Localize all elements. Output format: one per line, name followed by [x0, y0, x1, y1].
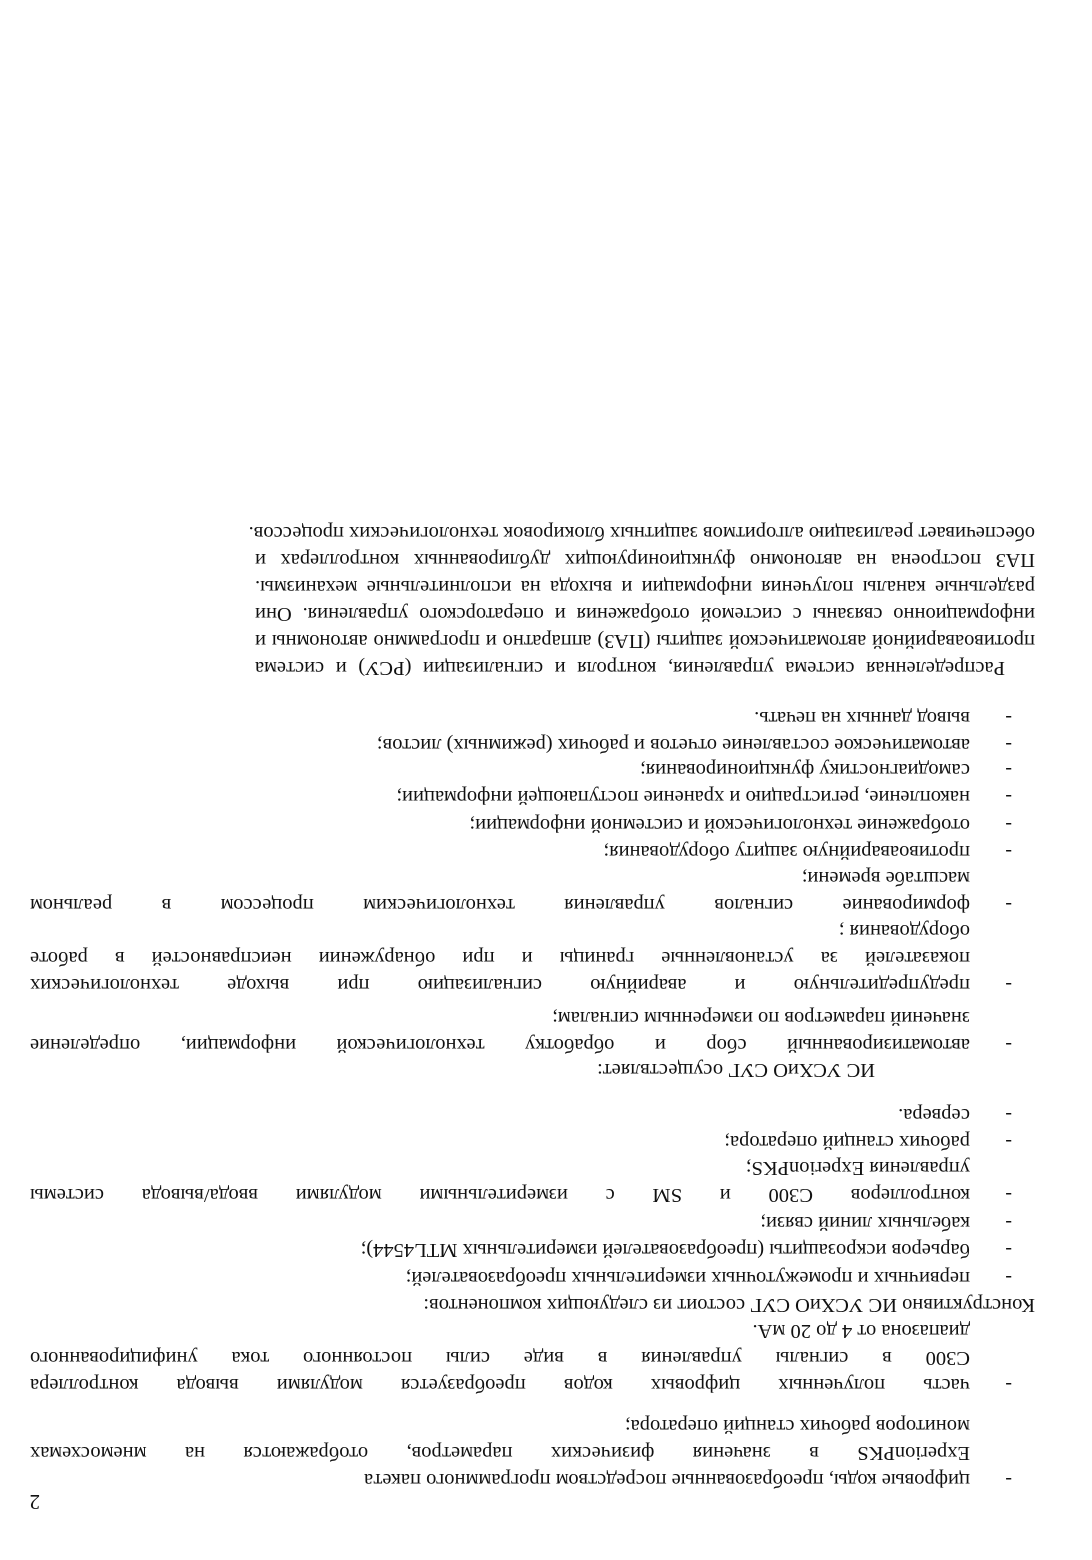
- text-line: вывод данных на печать.: [754, 707, 970, 729]
- bullet-dash: -: [1005, 1374, 1012, 1396]
- text-line: раздельные каналы получения информации и выхода на исполнительные механизмы.: [255, 576, 1035, 598]
- bullet-dash: -: [1005, 759, 1012, 781]
- text-line: автоматическое составление отчетов и рабочих (режимных) листов;: [376, 734, 970, 756]
- text-line: предупредительную и аварийную сигнализацию при выходе технологических: [30, 974, 970, 996]
- text-line: управления ExperionPKS;: [745, 1157, 970, 1179]
- bullet-dash: -: [1005, 707, 1012, 729]
- bullet-dash: -: [1005, 974, 1012, 996]
- text-line: значений параметров по измеренным сигналам;: [552, 1007, 970, 1029]
- text-line: самодиагностику функционирования;: [640, 759, 970, 781]
- text-line: Распределенная система управления, контроля и сигнализации (РСУ) и система: [255, 657, 1005, 679]
- text-line: обеспечивает реализацию алгоритмов защитных блокировок технологических процессов.: [248, 522, 1035, 544]
- text-line: Конструктивно ИС УСХиО СУГ состоит из следующих компонентов:: [423, 1294, 1035, 1316]
- bullet-dash: -: [1005, 1104, 1012, 1126]
- bullet-dash: -: [1005, 786, 1012, 808]
- text-line: сервера.: [898, 1104, 970, 1126]
- text-line: противоаварийную защиту оборудования;: [603, 841, 970, 863]
- text-line: цифровые коды, преобразованные посредством программного пакета: [364, 1469, 970, 1491]
- bullet-dash: -: [1005, 1131, 1012, 1153]
- text-line: противоаварийной автоматической защиты (ПАЗ) аппаратно и программно автономны и: [255, 630, 1035, 652]
- text-line: ИС УСХиО СУГ осуществляет:: [597, 1059, 875, 1081]
- page-number: 2: [29, 1490, 40, 1514]
- text-line: масштабе времени;: [801, 867, 970, 889]
- text-line: диапазона от 4 до 20 мА.: [752, 1320, 970, 1342]
- bullet-dash: -: [1005, 1267, 1012, 1289]
- bullet-dash: -: [1005, 1034, 1012, 1056]
- text-line: информационно связаны с системой отображения и операторского управления. Они: [255, 603, 1035, 625]
- bullet-dash: -: [1005, 1212, 1012, 1234]
- bullet-dash: -: [1005, 1469, 1012, 1491]
- text-line: накопление, регистрацию и хранение поступающей информации;: [396, 786, 970, 808]
- text-line: ПАЗ построена на автономно функционирующих дублированных контроллерах и: [255, 549, 1035, 571]
- text-line: кабельных линий связи;: [760, 1212, 970, 1234]
- text-line: оборудования ;: [838, 920, 970, 942]
- text-line: контроллеров C300 и SM с измерительными модулями ввода/вывода системы: [30, 1184, 970, 1206]
- text-line: барьеров искрозащиты (преобразователей измерительных MTL4544);: [360, 1239, 970, 1261]
- text-line: ExperionPKS в значения физических параметров, отображаются на мнемосхемах: [30, 1442, 970, 1464]
- text-line: показателей за установленные границы и при обнаружении неисправностей в работе: [30, 947, 970, 969]
- bullet-dash: -: [1005, 841, 1012, 863]
- text-line: отображение технологической и системной информации;: [469, 814, 970, 836]
- bullet-dash: -: [1005, 1239, 1012, 1261]
- text-line: автоматизированный сбор и обработку технологической информации, определение: [30, 1034, 970, 1056]
- text-line: формирование сигналов управления технологическим процессом в реальном: [30, 894, 970, 916]
- bullet-dash: -: [1005, 1184, 1012, 1206]
- text-line: первичных и промежуточных измерительных преобразователей;: [405, 1267, 970, 1289]
- bullet-dash: -: [1005, 734, 1012, 756]
- text-line: C300 в сигналы управления в виде силы постоянного тока унифицированного: [30, 1347, 970, 1369]
- text-line: мониторов рабочих станций оператора;: [624, 1415, 970, 1437]
- bullet-dash: -: [1005, 814, 1012, 836]
- text-line: часть полученных цифровых кодов преобразуется модулями вывода контроллера: [30, 1374, 970, 1396]
- text-line: рабочих станций оператора;: [724, 1131, 970, 1153]
- bullet-dash: -: [1005, 894, 1012, 916]
